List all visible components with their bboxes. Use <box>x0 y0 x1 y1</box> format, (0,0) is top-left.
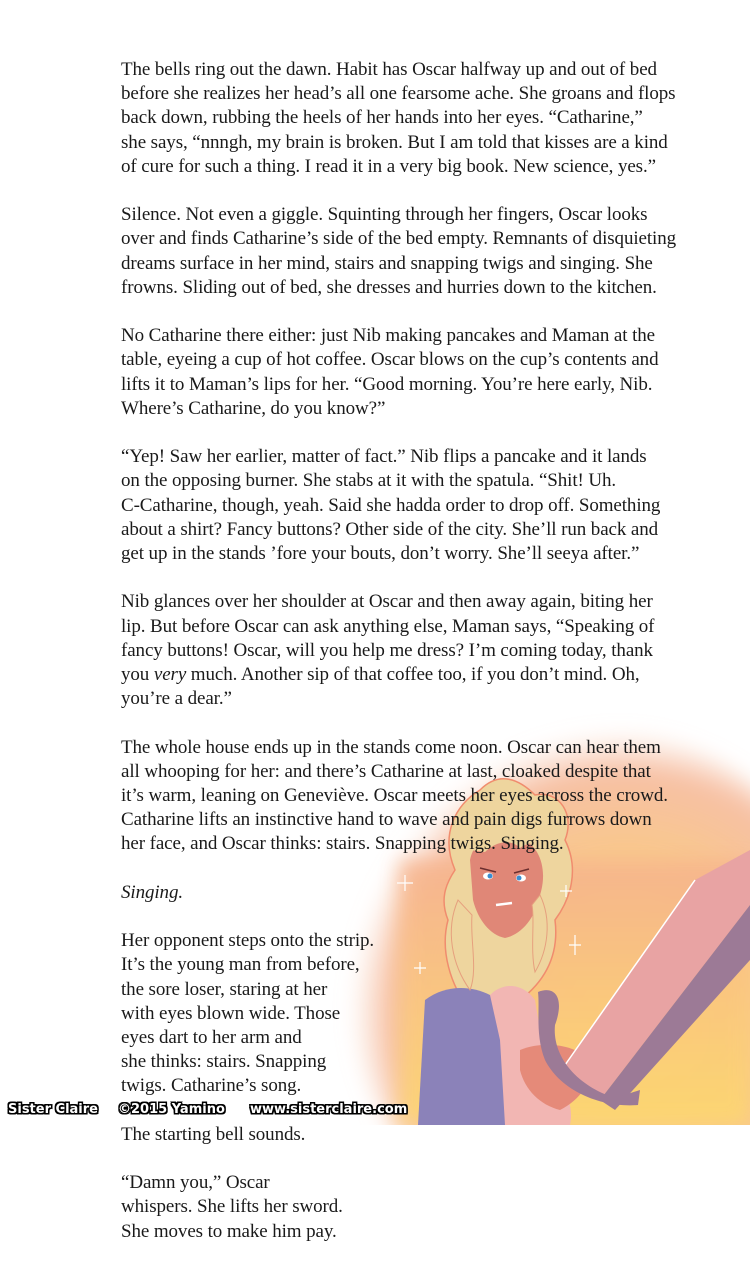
text-line: her face, and Oscar thinks: stairs. Snapping twigs. Singing. <box>121 833 564 855</box>
paragraph-3 <box>121 324 731 421</box>
text-line: fancy buttons! Oscar, will you help me dress? I’m coming today, thank <box>121 639 653 661</box>
paragraph-6 <box>121 736 731 857</box>
text-line: lifts it to Maman’s lips for her. “Good morning. You’re here early, Nib. <box>121 373 653 395</box>
website-link[interactable]: www.sisterclaire.com <box>250 1102 408 1117</box>
text-line: all whooping for her: and there’s Catharine at last, cloaked despite that <box>121 760 651 782</box>
paragraph-1 <box>121 58 731 179</box>
story-text <box>121 58 731 1268</box>
comic-title: Sister Claire <box>8 1102 98 1117</box>
paragraph-4 <box>121 445 731 566</box>
text-line: C-Catharine, though, yeah. Said she hadda order to drop off. Something <box>121 494 661 516</box>
text-line: on the opposing burner. She stabs at it with the spatula. “Shit! Uh. <box>121 470 617 492</box>
credit-footer <box>0 1098 750 1122</box>
text-line: whispers. She lifts her sword. <box>121 1196 343 1218</box>
text-line: “Yep! Saw her earlier, matter of fact.” Nib flips a pancake and it lands <box>121 446 647 468</box>
text-line: No Catharine there either: just Nib making pancakes and Maman at the <box>121 325 655 347</box>
text-line: The starting bell sounds. <box>121 1123 306 1145</box>
text-line: over and finds Catharine’s side of the bed empty. Remnants of disquieting <box>121 228 677 250</box>
text-line: The whole house ends up in the stands come noon. Oscar can hear them <box>121 736 661 758</box>
text-line: the sore loser, staring at her <box>121 978 328 1000</box>
emphasis-line: Singing. <box>121 881 184 903</box>
text-line: She moves to make him pay. <box>121 1220 337 1242</box>
text-line: you’re a dear.” <box>121 688 232 710</box>
text-line: Silence. Not even a giggle. Squinting through her fingers, Oscar looks <box>121 204 648 226</box>
paragraph-9 <box>121 1123 731 1147</box>
text-line: before she realizes her head’s all one fearsome ache. She groans and flops <box>121 83 676 105</box>
copyright-notice: ©2015 Yamino <box>118 1102 225 1117</box>
emphasis-text: very <box>153 664 187 686</box>
text-fragment: much. Another sip of that coffee too, if you don’t mind. Oh, <box>186 664 640 686</box>
text-fragment: you <box>121 664 154 686</box>
text-line <box>121 663 731 687</box>
text-line: Nib glances over her shoulder at Oscar and then away again, biting her <box>121 591 653 613</box>
text-line: Catharine lifts an instinctive hand to wave and pain digs furrows down <box>121 809 652 831</box>
text-line: dreams surface in her mind, stairs and snapping twigs and singing. She <box>121 252 653 274</box>
text-line: Her opponent steps onto the strip. <box>121 930 375 952</box>
paragraph-10 <box>121 1171 731 1244</box>
text-line: it’s warm, leaning on Geneviève. Oscar meets her eyes across the crowd. <box>121 785 668 807</box>
text-line: back down, rubbing the heels of her hands into her eyes. “Catharine,” <box>121 107 643 129</box>
text-line: she says, “nnngh, my brain is broken. But I am told that kisses are a kind <box>121 131 668 153</box>
text-line: she thinks: stairs. Snapping <box>121 1051 327 1073</box>
paragraph-2 <box>121 203 731 300</box>
paragraph-7 <box>121 881 731 905</box>
text-line: It’s the young man from before, <box>121 954 360 976</box>
text-line: of cure for such a thing. I read it in a very big book. New science, yes.” <box>121 155 656 177</box>
text-line: frowns. Sliding out of bed, she dresses and hurries down to the kitchen. <box>121 276 657 298</box>
text-line: Where’s Catharine, do you know?” <box>121 397 386 419</box>
paragraph-5 <box>121 590 731 711</box>
text-line: eyes dart to her arm and <box>121 1027 302 1049</box>
text-line: get up in the stands ’fore your bouts, don’t worry. She’ll seeya after.” <box>121 543 640 565</box>
text-line: The bells ring out the dawn. Habit has Oscar halfway up and out of bed <box>121 59 657 80</box>
text-line: twigs. Catharine’s song. <box>121 1075 302 1097</box>
text-line: table, eyeing a cup of hot coffee. Oscar blows on the cup’s contents and <box>121 349 659 371</box>
paragraph-8 <box>121 929 731 1098</box>
text-line: with eyes blown wide. Those <box>121 1002 341 1024</box>
text-line: about a shirt? Fancy buttons? Other side of the city. She’ll run back and <box>121 518 659 540</box>
text-line: “Damn you,” Oscar <box>121 1172 270 1194</box>
text-line: lip. But before Oscar can ask anything else, Maman says, “Speaking of <box>121 615 655 637</box>
